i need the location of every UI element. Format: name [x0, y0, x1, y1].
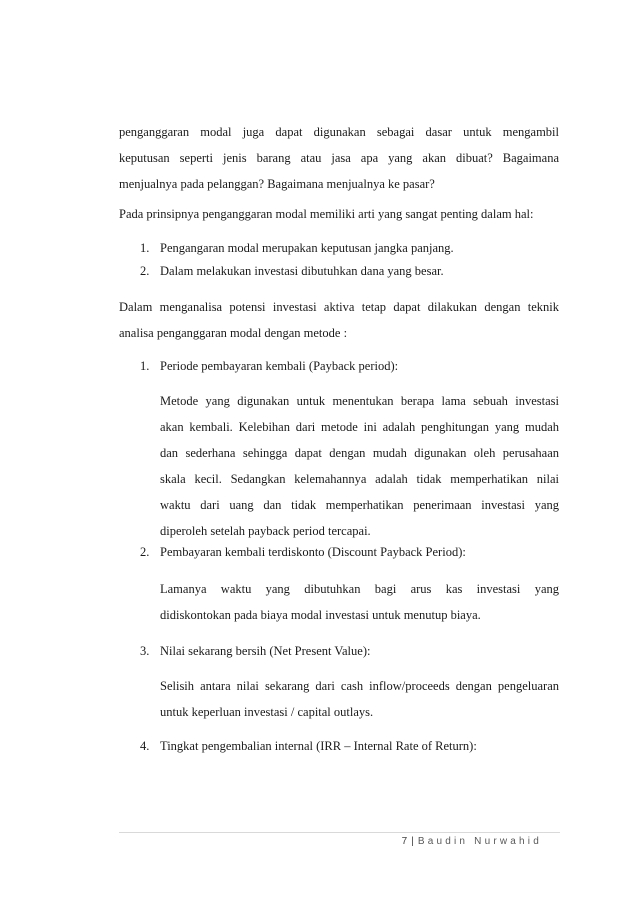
method-description [160, 388, 559, 544]
list-number: 1. [140, 359, 150, 373]
list-number: 4. [140, 739, 150, 753]
list-number: 2. [140, 264, 150, 278]
method-title [140, 539, 560, 565]
method-title [140, 353, 560, 379]
list-text: Nilai sekarang bersih (Net Present Value): [160, 644, 371, 658]
paragraph-line: analisa penganggaran modal dengan metode : [119, 326, 348, 340]
description-line: dan sederhana sehingga dapat dengan mudah digunakan oleh perusahaan [160, 446, 559, 460]
paragraph-line: menjualnya pada pelanggan? Bagaimana menjualnya ke pasar? [119, 177, 435, 191]
list-text: Dalam melakukan investasi dibutuhkan dana yang besar. [160, 264, 444, 278]
description-line: Metode yang digunakan untuk menentukan berapa lama sebuah investasi [160, 394, 559, 408]
list-text: Tingkat pengembalian internal (IRR – Internal Rate of Return): [160, 739, 477, 753]
list-text: Periode pembayaran kembali (Payback period): [160, 359, 399, 373]
intro-paragraph [119, 119, 559, 197]
list-text: Pembayaran kembali terdiskonto (Discount Payback Period): [160, 545, 466, 559]
description-line: diperoleh setelah payback period tercapai. [160, 524, 371, 538]
paragraph-line: penganggaran modal juga dapat digunakan sebagai dasar untuk mengambil [119, 125, 559, 139]
description-line: skala kecil. Sedangkan kelemahannya adalah tidak memperhatikan nilai [160, 472, 559, 486]
paragraph-line: Pada prinsipnya penganggaran modal memiliki arti yang sangat penting dalam hal: [119, 207, 534, 221]
method-description [160, 673, 559, 725]
principle-paragraph [119, 201, 559, 227]
list-number: 1. [140, 241, 150, 255]
description-line: Lamanya waktu yang dibutuhkan bagi arus kas investasi yang [160, 582, 559, 596]
principle-list-item [140, 258, 560, 284]
footer-separator: | [411, 836, 414, 847]
list-number: 2. [140, 545, 150, 559]
method-description [160, 576, 559, 628]
footer-author: Baudin Nurwahid [417, 836, 542, 847]
paragraph-line: Dalam menganalisa potensi investasi aktiva tetap dapat dilakukan dengan teknik [119, 300, 559, 314]
list-number: 3. [140, 644, 150, 658]
method-title [140, 733, 560, 759]
description-line: untuk keperluan investasi / capital outlays. [160, 705, 374, 719]
page-number: 7 [401, 836, 408, 847]
analysis-paragraph [119, 294, 559, 346]
footer-divider [119, 832, 560, 833]
list-text: Pengangaran modal merupakan keputusan jangka panjang. [160, 241, 454, 255]
page-footer [402, 836, 542, 847]
description-line: akan kembali. Kelebihan dari metode ini adalah penghitungan yang mudah [160, 420, 559, 434]
description-line: didiskontokan pada biaya modal investasi untuk menutup biaya. [160, 608, 481, 622]
method-title [140, 638, 560, 664]
paragraph-line: keputusan seperti jenis barang atau jasa apa yang akan dibuat? Bagaimana [119, 151, 559, 165]
description-line: Selisih antara nilai sekarang dari cash inflow/proceeds dengan pengeluaran [160, 679, 559, 693]
description-line: waktu dari uang dan tidak memperhatikan penerimaan investasi yang [160, 498, 559, 512]
